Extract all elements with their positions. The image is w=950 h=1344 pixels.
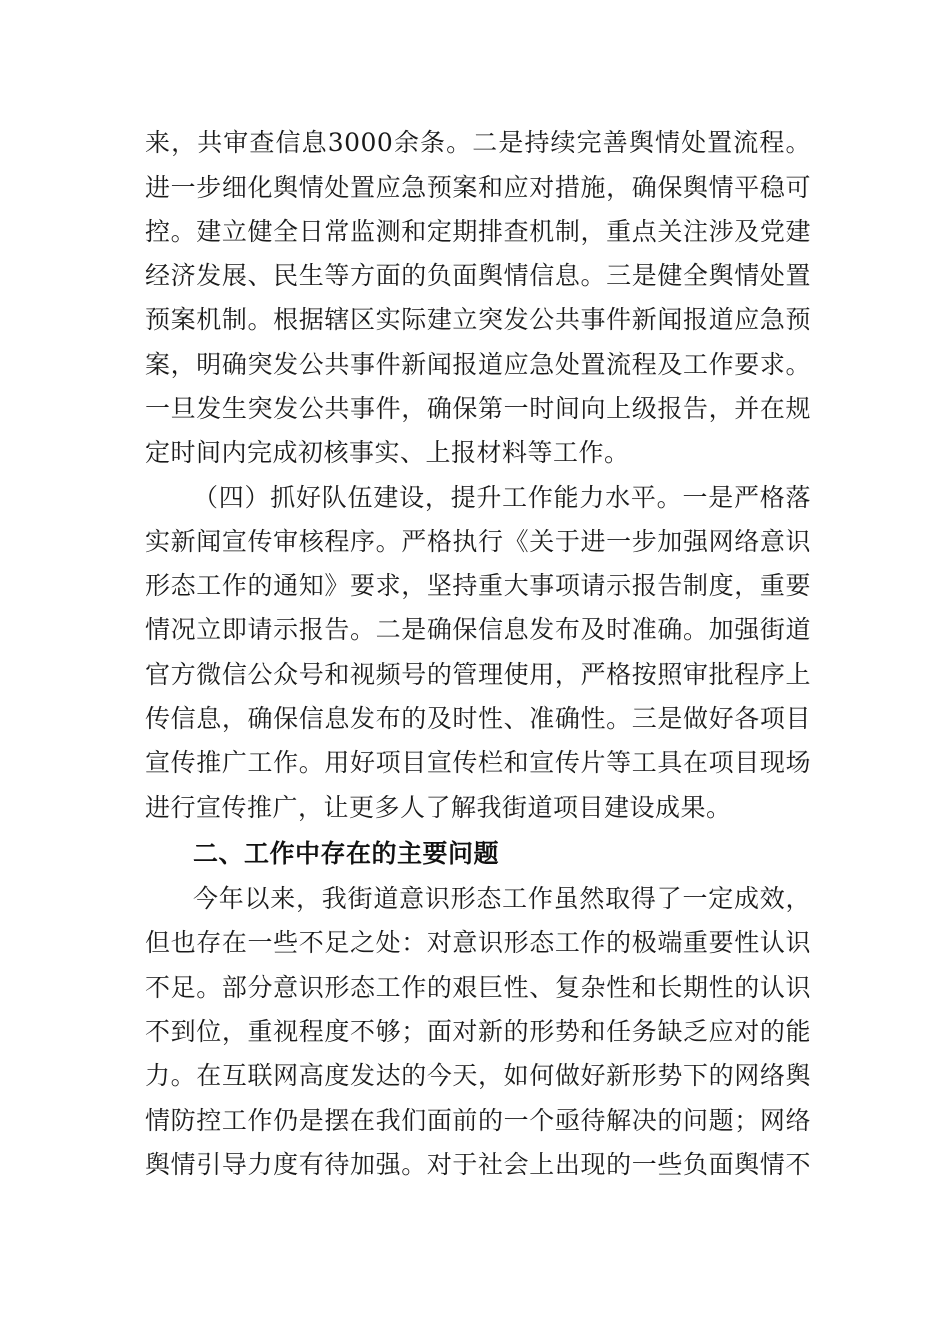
- text-line: 控。建立健全日常监测和定期排查机制，重点关注涉及党建: [145, 217, 811, 246]
- text-line: 一旦发生突发公共事件，确保第一时间向上级报告，并在规: [145, 394, 811, 423]
- text-line: 定时间内完成初核事实、上报材料等工作。: [145, 438, 630, 467]
- text-line: 不到位，重视程度不够；面对新的形势和任务缺乏应对的能: [145, 1017, 811, 1046]
- text-line: 宣传推广工作。用好项目宣传栏和宣传片等工具在项目现场: [145, 748, 811, 777]
- text-line: 经济发展、民生等方面的负面舆情信息。三是健全舆情处置: [145, 261, 811, 290]
- text-line: 但也存在一些不足之处：对意识形态工作的极端重要性认识: [145, 928, 811, 957]
- text-line: 舆情引导力度有待加强。对于社会上出现的一些负面舆情不: [145, 1150, 811, 1179]
- text-line: 传信息，确保信息发布的及时性、准确性。三是做好各项目: [145, 704, 811, 733]
- text-line: 预案机制。根据辖区实际建立突发公共事件新闻报道应急预: [145, 305, 811, 334]
- section-heading: 二、工作中存在的主要问题: [193, 839, 500, 868]
- text-line: 不足。部分意识形态工作的艰巨性、复杂性和长期性的认识: [145, 973, 811, 1002]
- text-line: 来，共审查信息3000余条。二是持续完善舆情处置流程。: [145, 128, 811, 157]
- text-line: 情防控工作仍是摆在我们面前的一个亟待解决的问题；网络: [145, 1106, 811, 1135]
- text-line: 进一步细化舆情处置应急预案和应对措施，确保舆情平稳可: [145, 173, 811, 202]
- text-line: 进行宣传推广，让更多人了解我街道项目建设成果。: [145, 793, 732, 822]
- text-line: 案，明确突发公共事件新闻报道应急处置流程及工作要求。: [145, 350, 811, 379]
- text-line: 官方微信公众号和视频号的管理使用，严格按照审批程序上: [145, 660, 811, 689]
- text-line: 情况立即请示报告。二是确保信息发布及时准确。加强街道: [145, 615, 811, 644]
- text-line: 力。在互联网高度发达的今天，如何做好新形势下的网络舆: [145, 1061, 811, 1090]
- paragraph-first-line: 今年以来，我街道意识形态工作虽然取得了一定成效，: [193, 884, 811, 913]
- text-line: 实新闻宣传审核程序。严格执行《关于进一步加强网络意识: [145, 527, 811, 556]
- text-line: 形态工作的通知》要求，坚持重大事项请示报告制度，重要: [145, 571, 811, 600]
- section-four-first-line: （四）抓好队伍建设，提升工作能力水平。一是严格落: [193, 483, 811, 512]
